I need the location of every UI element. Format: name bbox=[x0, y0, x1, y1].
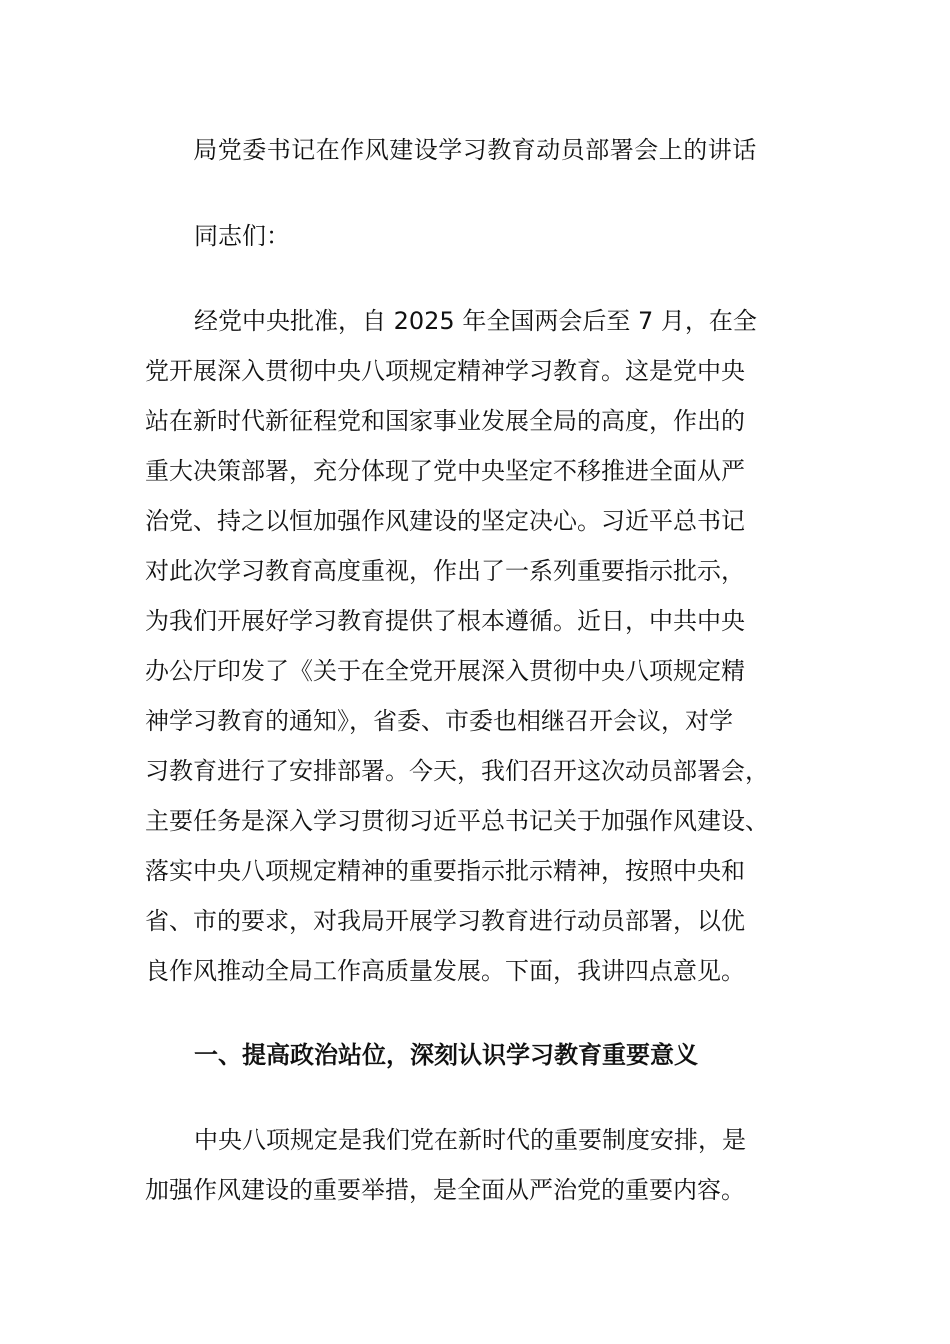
paragraph-line: 落实中央八项规定精神的重要指示批示精神，按照中央和 bbox=[145, 857, 745, 885]
section-heading-1: 一、提高政治站位，深刻认识学习教育重要意义 bbox=[194, 1041, 698, 1069]
paragraph-line: 党开展深入贯彻中央八项规定精神学习教育。这是党中央 bbox=[145, 357, 745, 385]
paragraph-line: 重大决策部署，充分体现了党中央坚定不移推进全面从严 bbox=[145, 457, 745, 485]
paragraph-line: 神学习教育的通知》，省委、市委也相继召开会议，对学 bbox=[145, 707, 733, 735]
paragraph-line: 站在新时代新征程党和国家事业发展全局的高度，作出的 bbox=[145, 407, 745, 435]
paragraph-line: 习教育进行了安排部署。今天，我们召开这次动员部署会， bbox=[145, 757, 769, 785]
document-title: 局党委书记在作风建设学习教育动员部署会上的讲话 bbox=[193, 136, 757, 164]
salutation: 同志们： bbox=[194, 222, 290, 250]
paragraph-line: 治党、持之以恒加强作风建设的坚定决心。习近平总书记 bbox=[145, 507, 745, 535]
paragraph-intro bbox=[145, 296, 825, 996]
paragraph-line: 主要任务是深入学习贯彻习近平总书记关于加强作风建设、 bbox=[145, 807, 769, 835]
paragraph-line: 经党中央批准，自 2025 年全国两会后至 7 月，在全 bbox=[194, 307, 757, 335]
paragraph-line: 加强作风建设的重要举措，是全面从严治党的重要内容。 bbox=[145, 1176, 745, 1204]
paragraph-line: 对此次学习教育高度重视，作出了一系列重要指示批示， bbox=[145, 557, 745, 585]
paragraph-line: 良作风推动全局工作高质量发展。下面，我讲四点意见。 bbox=[145, 957, 745, 985]
paragraph-line: 办公厅印发了《关于在全党开展深入贯彻中央八项规定精 bbox=[145, 657, 745, 685]
paragraph-section-1 bbox=[145, 1115, 825, 1215]
paragraph-line: 中央八项规定是我们党在新时代的重要制度安排，是 bbox=[194, 1126, 746, 1154]
paragraph-line: 为我们开展好学习教育提供了根本遵循。近日，中共中央 bbox=[145, 607, 745, 635]
paragraph-line: 省、市的要求，对我局开展学习教育进行动员部署，以优 bbox=[145, 907, 745, 935]
